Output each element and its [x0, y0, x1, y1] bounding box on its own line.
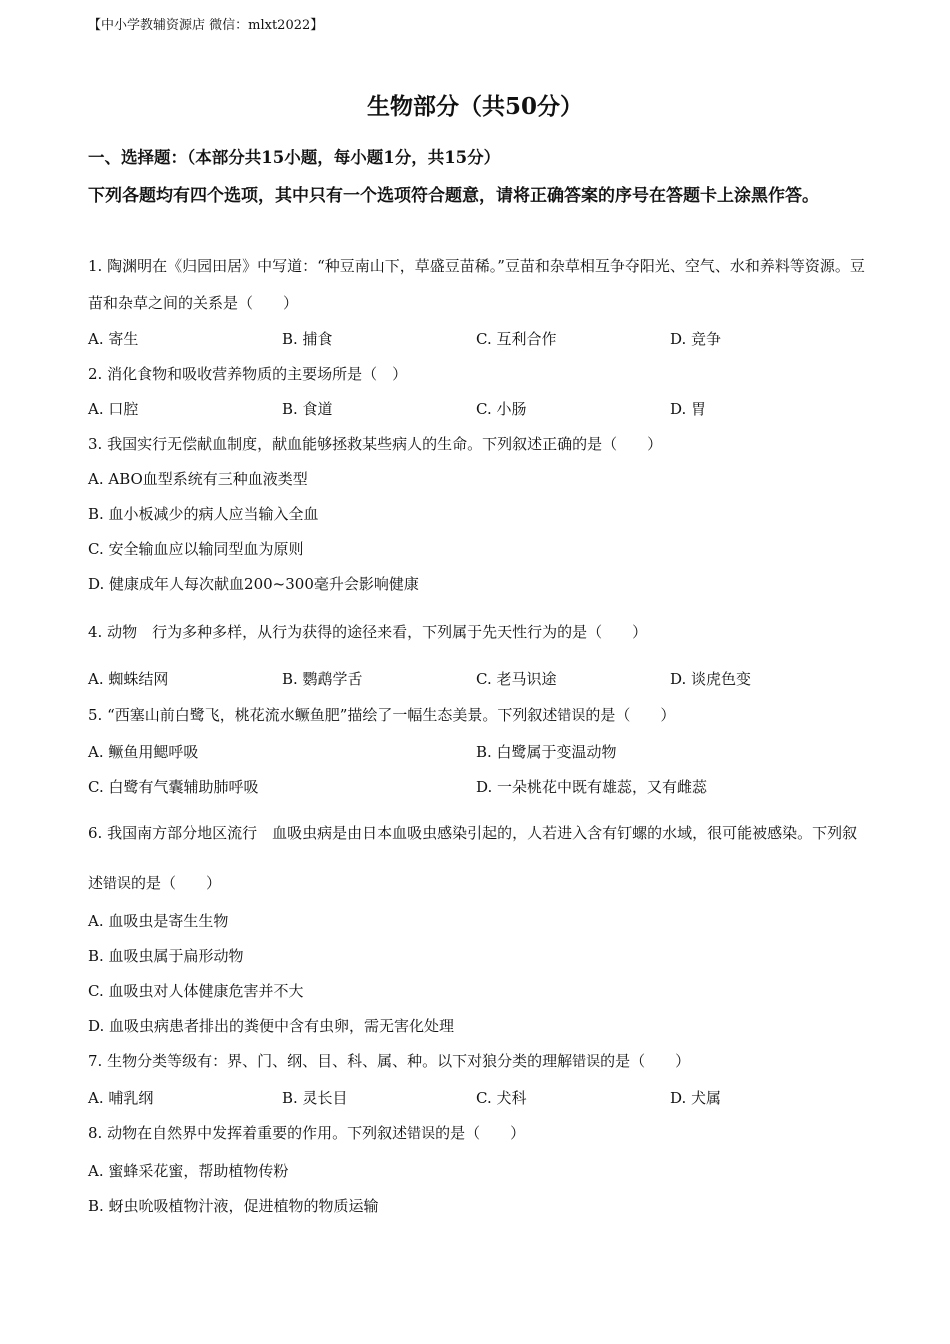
question-6-option-b: B. 血吸虫属于扁形动物	[88, 947, 244, 965]
question-7-stem	[88, 1050, 690, 1071]
question-6-stem	[88, 808, 868, 909]
question-6-option-c: C. 血吸虫对人体健康危害并不大	[88, 982, 304, 1000]
question-6-stem-tail: 的是（ ）	[131, 874, 222, 892]
question-8-emphasis: 错误	[407, 1126, 436, 1142]
question-5-stem-tail: 的是（ ）	[585, 706, 676, 724]
question-7-option-b: B. 灵长目	[282, 1089, 348, 1107]
question-7-option-d: D. 犬属	[670, 1089, 722, 1107]
question-6-emphasis: 错误	[103, 876, 132, 892]
question-4-option-a: A. 蜘蛛结网	[88, 670, 169, 688]
question-1-stem: 1. 陶渊明在《归园田居》中写道：“种豆南山下，草盛豆苗稀。”豆苗和杂草相互争夺阳光、空气、水和养料等资源。豆苗和杂草之间的关系是（ ）	[88, 257, 865, 312]
question-3-option-c: C. 安全输血应以输同型血为原则	[88, 540, 304, 558]
question-7-stem-tail: 的是（ ）	[600, 1052, 691, 1070]
question-5-stem-text: 5. “西塞山前白鹭飞，桃花流水鳜鱼肥”描绘了一幅生态美景。下列叙述	[88, 706, 558, 724]
question-2-option-a: A. 口腔	[88, 400, 139, 418]
question-3-stem: 3. 我国实行无偿献血制度，献血能够拯救某些病人的生命。下列叙述正确的是（ ）	[88, 435, 663, 453]
question-1-option-b: B. 捕食	[282, 330, 333, 348]
question-5-stem	[88, 704, 675, 725]
section-heading: 一、选择题：（本部分共15小题，每小题1分，共15分）	[88, 148, 501, 167]
question-3-option-b: B. 血小板减少的病人应当输入全血	[88, 505, 319, 523]
question-3-option-a: A. ABO血型系统有三种血液类型	[88, 470, 308, 488]
page-header: 【中小学教辅资源店 微信：mlxt2022】	[88, 18, 324, 33]
question-8-stem-text: 8. 动物在自然界中发挥着重要的作用。下列叙述	[88, 1124, 408, 1142]
question-2-stem: 2. 消化食物和吸收营养物质的主要场所是（ ）	[88, 365, 408, 383]
question-5-option-a: A. 鳜鱼用鳃呼吸	[88, 743, 199, 761]
question-4-option-d: D. 谈虎色变	[670, 670, 752, 688]
question-1-option-c: C. 互利合作	[476, 330, 557, 348]
question-8-stem	[88, 1122, 525, 1143]
question-4-option-b: B. 鹦鹉学舌	[282, 670, 363, 688]
page-title: 生物部分（共50分）	[366, 93, 583, 120]
question-1-option-d: D. 竞争	[670, 330, 722, 348]
question-6-option-a: A. 血吸虫是寄生生物	[88, 912, 229, 930]
question-2-option-b: B. 食道	[282, 400, 333, 418]
question-7-option-a: A. 哺乳纲	[88, 1089, 154, 1107]
instruction-text: 下列各题均有四个选项，其中只有一个选项符合题意，请将正确答案的序号在答题卡上涂黑作答。	[88, 186, 819, 206]
question-8-option-a: A. 蜜蜂采花蜜，帮助植物传粉	[88, 1162, 289, 1180]
question-5-emphasis: 错误	[557, 708, 586, 724]
question-7-option-c: C. 犬科	[476, 1089, 527, 1107]
question-5-option-c: C. 白鹭有气囊辅助肺呼吸	[88, 778, 259, 796]
question-4-stem: 4. 动物 行为多种多样，从行为获得的途径来看，下列属于先天性行为的是（ ）	[88, 623, 648, 641]
question-7-stem-text: 7. 生物分类等级有：界、门、纲、目、科、属、种。以下对狼分类的理解	[88, 1052, 573, 1070]
question-4-option-c: C. 老马识途	[476, 670, 557, 688]
question-3-option-d: D. 健康成年人每次献血200~300毫升会影响健康	[88, 575, 419, 593]
question-6-option-d: D. 血吸虫病患者排出的粪便中含有虫卵，需无害化处理	[88, 1017, 455, 1035]
question-8-option-b: B. 蚜虫吮吸植物汁液，促进植物的物质运输	[88, 1197, 379, 1215]
question-6-stem-text: 6. 我国南方部分地区流行 血吸虫病是由日本血吸虫感染引起的，人若进入含有钉螺的水域，很可能被感染。下列叙述	[88, 824, 858, 892]
question-2-option-d: D. 胃	[670, 400, 707, 418]
question-5-option-d: D. 一朵桃花中既有雄蕊，又有雌蕊	[476, 778, 708, 796]
question-5-option-b: B. 白鹭属于变温动物	[476, 743, 617, 761]
question-2-option-c: C. 小肠	[476, 400, 527, 418]
question-8-stem-tail: 的是（ ）	[435, 1124, 526, 1142]
question-7-emphasis: 错误	[572, 1054, 601, 1070]
question-1-option-a: A. 寄生	[88, 330, 139, 348]
